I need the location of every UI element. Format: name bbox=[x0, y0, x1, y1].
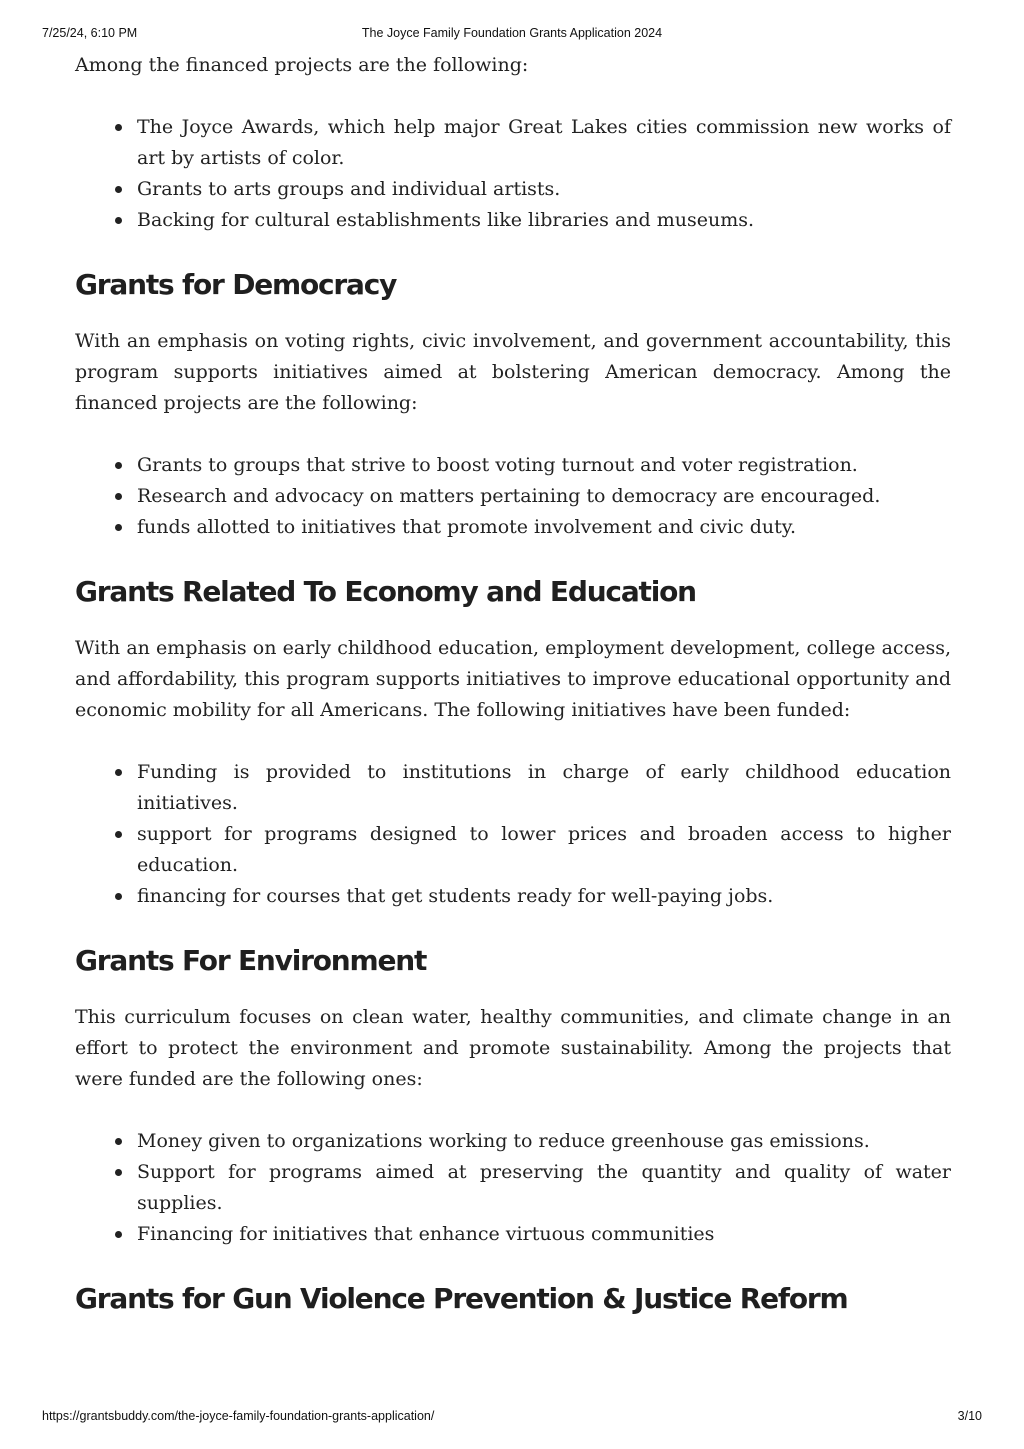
list-item: Grants to groups that strive to boost voting turnout and voter registration. bbox=[137, 450, 951, 481]
print-datetime: 7/25/24, 6:10 PM bbox=[42, 26, 138, 40]
list-item: Money given to organizations working to reduce greenhouse gas emissions. bbox=[137, 1126, 951, 1157]
list-item: Financing for initiatives that enhance virtuous communities bbox=[137, 1219, 951, 1250]
list-item: Funding is provided to institutions in charge of early childhood education initiatives. bbox=[137, 757, 951, 819]
section-heading-economy-education: Grants Related To Economy and Education bbox=[75, 575, 696, 608]
section-list-economy-education bbox=[75, 757, 951, 912]
list-item: Support for programs aimed at preserving the quantity and quality of water supplies. bbox=[137, 1157, 951, 1219]
print-page-title: The Joyce Family Foundation Grants Application 2024 bbox=[361, 26, 663, 40]
section-heading-democracy: Grants for Democracy bbox=[75, 268, 397, 301]
list-item: Research and advocacy on matters pertaining to democracy are encouraged. bbox=[137, 481, 951, 512]
section-heading-environment: Grants For Environment bbox=[75, 944, 427, 977]
section-paragraph-economy-education: With an emphasis on early childhood education, employment development, college access, and affordability, this program supports initiatives to improve educational opportunity and economic mobility for all Americans. The following initiatives have been funded: bbox=[75, 637, 951, 721]
intro-list bbox=[75, 112, 951, 236]
page-number: 3/10 bbox=[957, 1409, 982, 1423]
section-heading-gun-violence-justice: Grants for Gun Violence Prevention & Justice Reform bbox=[75, 1282, 848, 1315]
article-content bbox=[75, 50, 951, 1340]
intro-paragraph: Among the financed projects are the following: bbox=[75, 54, 529, 76]
print-footer bbox=[42, 1409, 982, 1425]
page-url: https://grantsbuddy.com/the-joyce-family-foundation-grants-application/ bbox=[42, 1409, 435, 1423]
section-paragraph-democracy: With an emphasis on voting rights, civic involvement, and government accountability, this program supports initiatives aimed at bolstering American democracy. Among the financed projects are the following: bbox=[75, 330, 951, 414]
section-list-environment bbox=[75, 1126, 951, 1250]
list-item: support for programs designed to lower prices and broaden access to higher education. bbox=[137, 819, 951, 881]
list-item: Backing for cultural establishments like libraries and museums. bbox=[137, 205, 951, 236]
print-header bbox=[42, 26, 982, 42]
list-item: Grants to arts groups and individual artists. bbox=[137, 174, 951, 205]
section-list-democracy bbox=[75, 450, 951, 543]
list-item: funds allotted to initiatives that promote involvement and civic duty. bbox=[137, 512, 951, 543]
section-paragraph-environment: This curriculum focuses on clean water, healthy communities, and climate change in an effort to protect the environment and promote sustainability. Among the projects that were funded are the following ones: bbox=[75, 1006, 951, 1090]
list-item: financing for courses that get students ready for well-paying jobs. bbox=[137, 881, 951, 912]
list-item: The Joyce Awards, which help major Great Lakes cities commission new works of art by artists of color. bbox=[137, 112, 951, 174]
